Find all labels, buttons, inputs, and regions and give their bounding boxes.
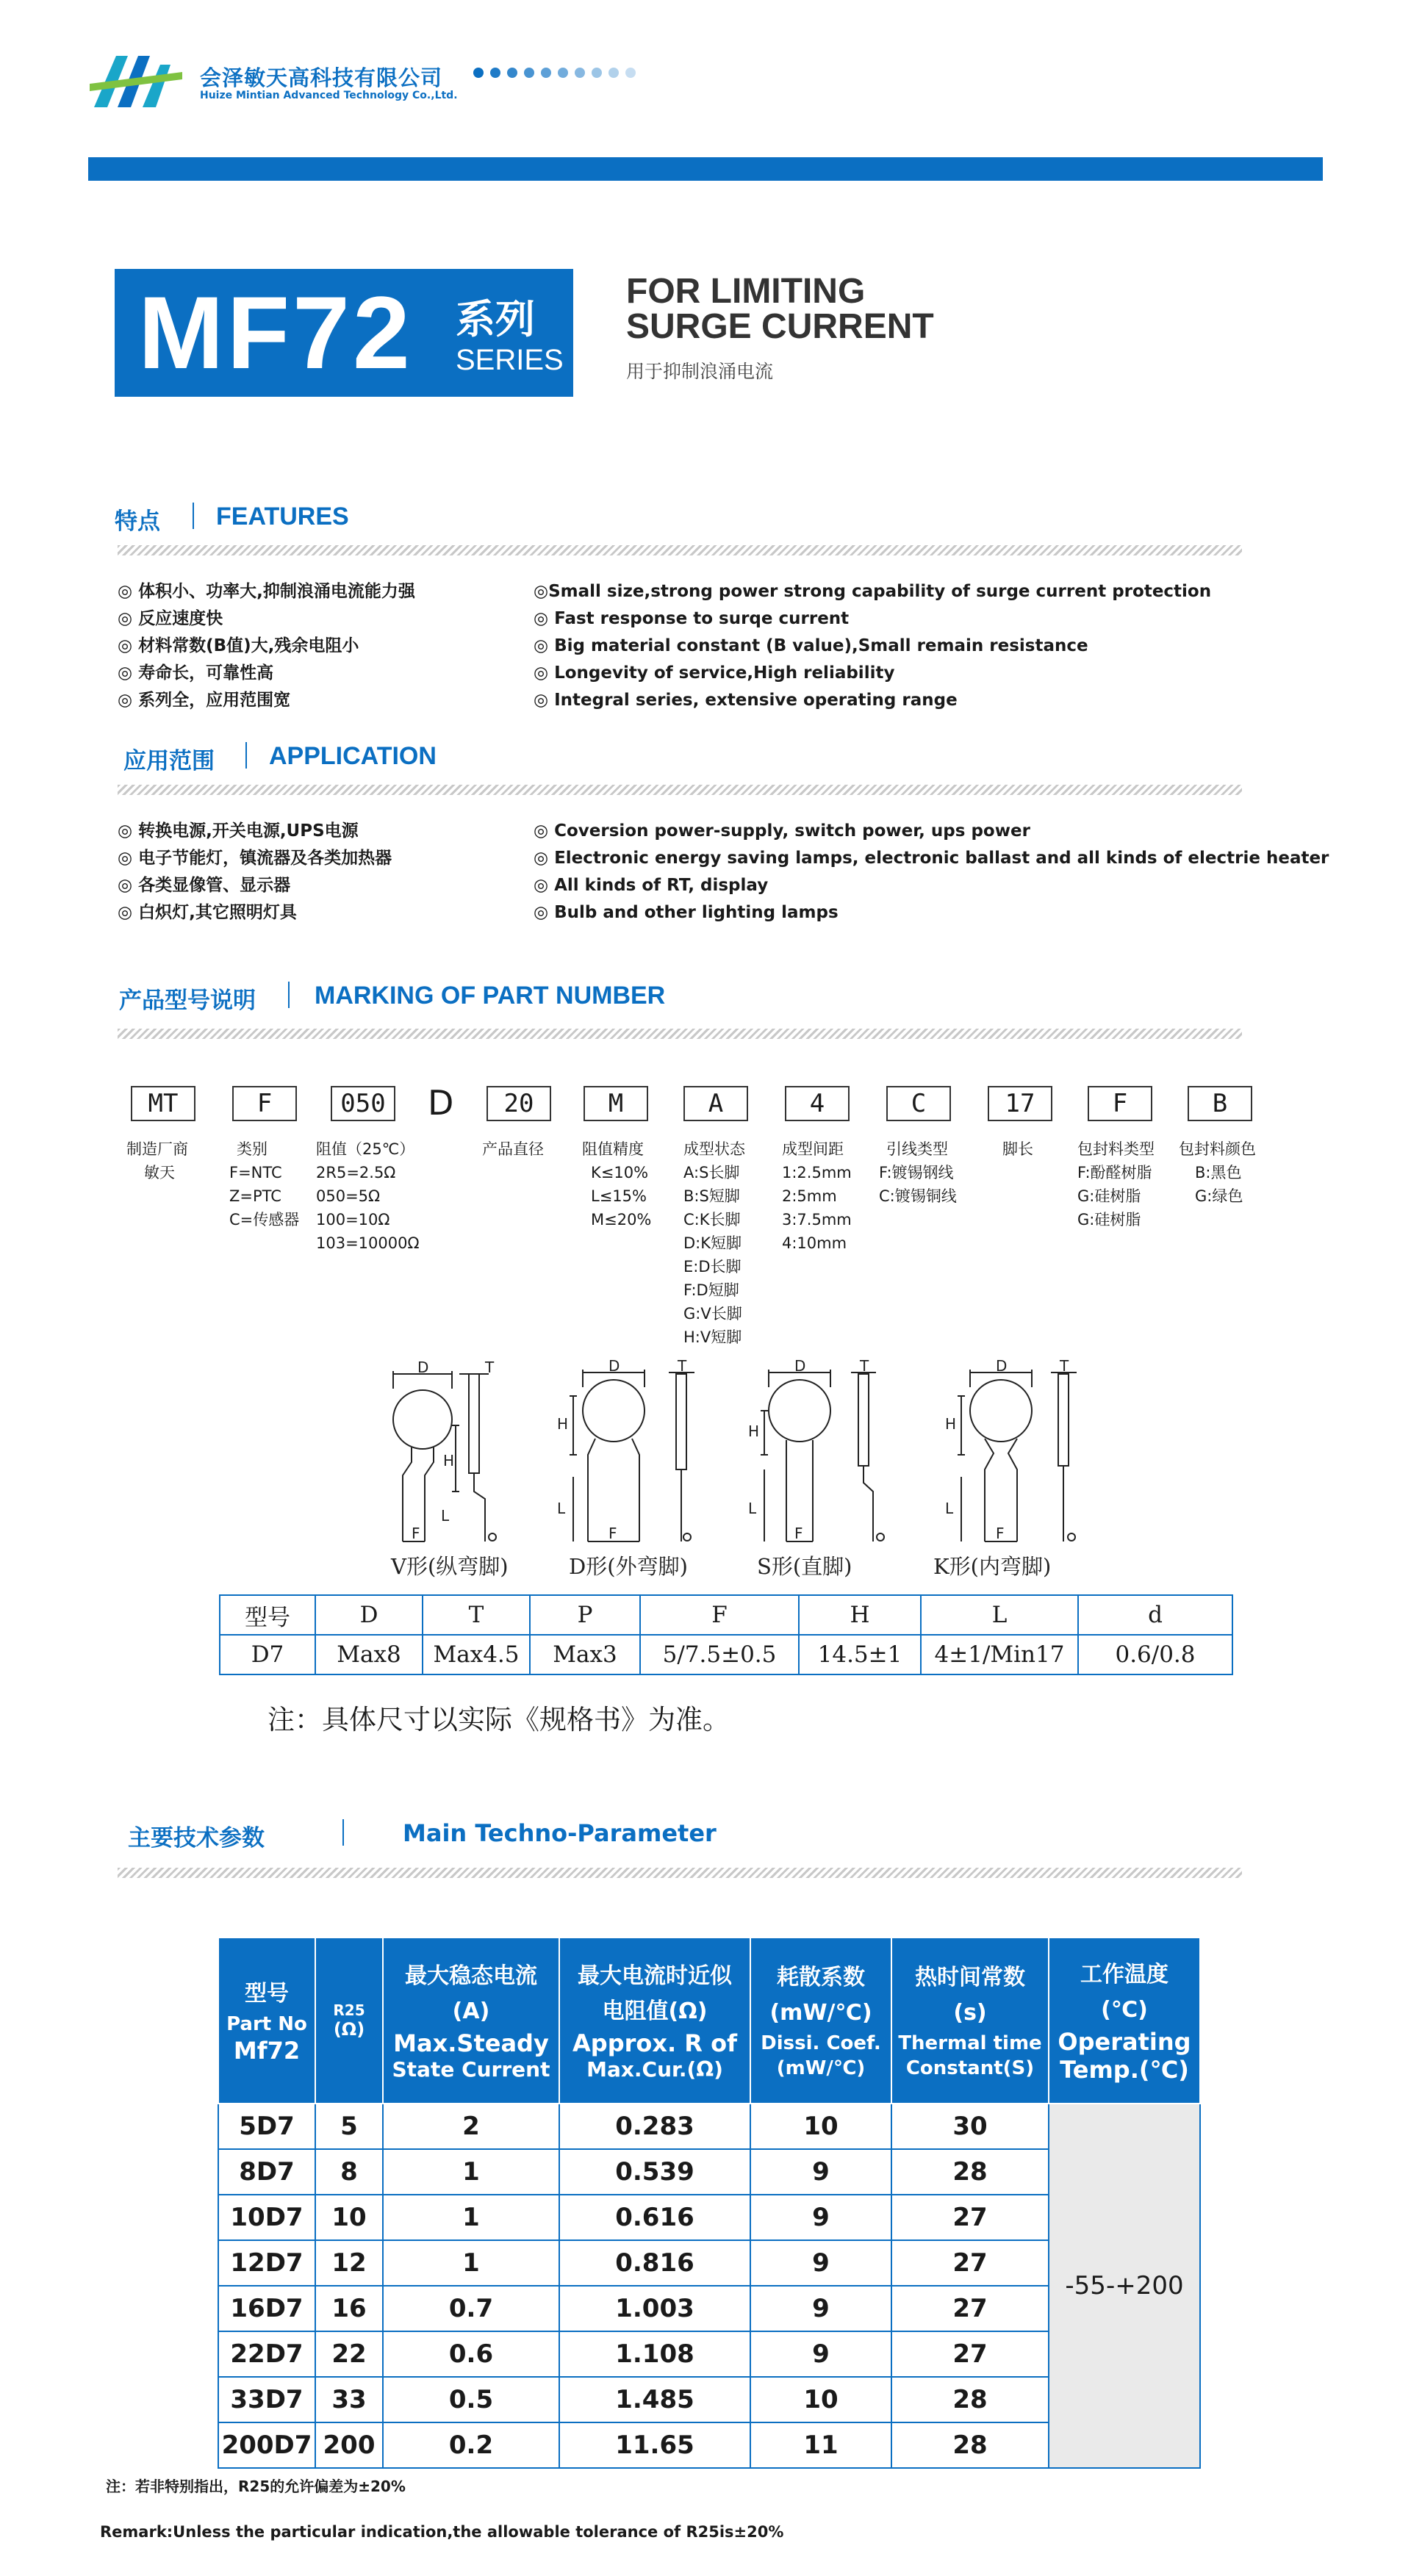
cell-dissipation: 10 [750, 2377, 891, 2422]
cell-thermal-time: 27 [891, 2240, 1049, 2286]
legend-line: C=传感器 [229, 1211, 300, 1228]
decorative-dot [541, 68, 551, 78]
caption-v-shape: V形(纵弯脚) [391, 1554, 509, 1579]
table-row [218, 2104, 1200, 2149]
legend-line: F:D短脚 [683, 1281, 739, 1299]
cell-dissipation: 9 [750, 2240, 891, 2286]
header-text: R25 [333, 2001, 365, 2019]
dim-header: P [530, 1595, 640, 1635]
cell-max-current: 2 [383, 2104, 559, 2149]
cell-part-no: 5D7 [218, 2104, 315, 2149]
application-rule [118, 785, 1242, 795]
header-text: (mW/℃) [776, 2057, 866, 2079]
decorative-dot [524, 68, 534, 78]
feature-item-cn: ◎ 反应速度快 [118, 609, 223, 628]
header-text: Dissi. Coef. [761, 2032, 881, 2054]
cell-r25: 10 [315, 2195, 383, 2240]
header-text: (s) [953, 2000, 987, 2026]
decorative-dot [575, 68, 585, 78]
header-text: 热时间常数 [915, 1965, 1025, 1990]
legend-line: G:硅树脂 [1077, 1211, 1141, 1228]
decorative-dot [558, 68, 568, 78]
dim-cell: Max4.5 [423, 1635, 530, 1674]
caption-d-shape: D形(外弯脚) [569, 1554, 688, 1579]
decorative-dot [625, 68, 636, 78]
cell-approx-r: 11.65 [559, 2422, 750, 2468]
legend-line: B:黑色 [1195, 1164, 1242, 1181]
legend-line: 2R5=2.5Ω [316, 1164, 396, 1181]
marking-divider [288, 982, 290, 1008]
application-item-en: ◎ Coversion power-supply, switch power, ups power [534, 821, 1030, 841]
dim-header: 型号 [220, 1595, 315, 1635]
dim-header: L [921, 1595, 1078, 1635]
legend-line: K≤10% [591, 1164, 649, 1181]
company-logo [88, 50, 184, 109]
purpose-en-line2: SURGE CURRENT [626, 307, 934, 346]
cell-dissipation: 9 [750, 2286, 891, 2331]
v-label-t: T [485, 1359, 495, 1376]
header-text: Temp.(℃) [1060, 2056, 1189, 2084]
legend-line: M≤20% [591, 1211, 652, 1228]
header-r25 [315, 1938, 383, 2104]
cell-thermal-time: 30 [891, 2104, 1049, 2149]
cell-max-current: 1 [383, 2195, 559, 2240]
code-lead-type: C [886, 1086, 951, 1121]
legend-line: F:酚醛树脂 [1077, 1164, 1152, 1181]
cell-max-current: 1 [383, 2240, 559, 2286]
cell-dissipation: 11 [750, 2422, 891, 2468]
feature-item-en: ◎ Big material constant (B value),Small remain resistance [534, 636, 1088, 655]
d-label-f: F [608, 1525, 617, 1542]
header-thermal-time [891, 1938, 1049, 2104]
header-text: (℃) [1101, 1997, 1148, 2023]
legend-line: 阻值精度 [582, 1140, 644, 1158]
header-approx-r [559, 1938, 750, 2104]
dim-cell: D7 [220, 1635, 315, 1674]
feature-item-cn: ◎ 系列全，应用范围宽 [118, 691, 291, 710]
legend-line: G:V长脚 [683, 1305, 742, 1323]
legend-lead-type [879, 1137, 957, 1208]
legend-line: 类别 [237, 1140, 268, 1158]
header-text: (A) [452, 1998, 490, 2024]
footnote-en: Remark:Unless the particular indication,the allowable tolerance of R25is±20% [100, 2523, 784, 2541]
code-tolerance: M [584, 1086, 648, 1121]
application-item-cn: ◎ 各类显像管、显示器 [118, 876, 291, 895]
legend-spacing [782, 1137, 852, 1255]
cell-approx-r: 0.616 [559, 2195, 750, 2240]
cell-approx-r: 1.003 [559, 2286, 750, 2331]
parameters-divider [342, 1819, 344, 1846]
cell-approx-r: 0.283 [559, 2104, 750, 2149]
legend-line: 050=5Ω [316, 1187, 381, 1205]
cell-max-current: 0.6 [383, 2331, 559, 2377]
code-forming: A [683, 1086, 748, 1121]
k-label-h: H [945, 1415, 957, 1433]
series-en: SERIES [456, 344, 564, 376]
code-spacing: 4 [785, 1086, 850, 1121]
code-category: F [232, 1086, 297, 1121]
k-label-f: F [996, 1525, 1005, 1542]
s-label-d: D [794, 1357, 806, 1375]
cell-max-current: 0.5 [383, 2377, 559, 2422]
marking-rule [118, 1029, 1242, 1039]
dim-cell: Max8 [315, 1635, 423, 1674]
decorative-dot [490, 68, 500, 78]
header-text: 电阻值(Ω) [602, 1998, 708, 2024]
legend-line: 2:5mm [782, 1187, 837, 1205]
dimension-table [219, 1594, 1233, 1675]
cell-thermal-time: 27 [891, 2286, 1049, 2331]
cell-operating-temp: -55-+200 [1049, 2104, 1200, 2468]
dim-cell: Max3 [530, 1635, 640, 1674]
d-label-h: H [557, 1415, 569, 1433]
legend-line: H:V短脚 [683, 1328, 742, 1346]
legend-line: 脚长 [1002, 1140, 1033, 1158]
feature-item-en: ◎ Fast response to surqe current [534, 609, 850, 628]
feature-item-cn: ◎ 材料常数(B值)大,残余电阻小 [118, 636, 359, 655]
cell-part-no: 16D7 [218, 2286, 315, 2331]
cell-r25: 22 [315, 2331, 383, 2377]
dim-header: H [799, 1595, 921, 1635]
v-label-h: H [443, 1452, 455, 1469]
legend-line: 阻值（25℃） [316, 1140, 415, 1158]
header-text: Approx. R of [572, 2029, 737, 2057]
dim-header: D [315, 1595, 423, 1635]
dimension-note: 注：具体尺寸以实际《规格书》为准。 [268, 1704, 730, 1735]
legend-coating-color [1179, 1137, 1256, 1208]
legend-line: 产品直径 [482, 1140, 544, 1158]
s-label-f: F [794, 1525, 803, 1542]
features-heading-cn: 特点 [115, 508, 160, 535]
code-lead-length: 17 [988, 1086, 1052, 1121]
legend-line: A:S长脚 [683, 1164, 740, 1181]
legend-line: B:S短脚 [683, 1187, 740, 1205]
legend-line: L≤15% [591, 1187, 647, 1205]
application-list-cn [118, 820, 392, 929]
v-label-l: L [441, 1507, 450, 1525]
features-heading-en: FEATURES [216, 503, 349, 530]
parameter-header-row [218, 1938, 1200, 2104]
legend-line: 包封料类型 [1077, 1140, 1155, 1158]
v-label-d: D [417, 1359, 429, 1376]
decorative-dot [608, 68, 619, 78]
cell-max-current: 0.2 [383, 2422, 559, 2468]
marking-heading-en: MARKING OF PART NUMBER [315, 982, 666, 1010]
legend-line: D:K短脚 [683, 1234, 742, 1252]
cell-r25: 200 [315, 2422, 383, 2468]
header-text: 工作温度 [1080, 1962, 1168, 1987]
cell-thermal-time: 27 [891, 2331, 1049, 2377]
series-cn: 系列 [456, 296, 535, 342]
header-bar [88, 157, 1323, 181]
cell-max-current: 1 [383, 2149, 559, 2195]
header-text: 最大电流时近似 [578, 1963, 732, 1989]
dim-cell: 0.6/0.8 [1078, 1635, 1232, 1674]
cell-approx-r: 1.485 [559, 2377, 750, 2422]
cell-thermal-time: 28 [891, 2377, 1049, 2422]
decorative-dot [507, 68, 517, 78]
cell-r25: 33 [315, 2377, 383, 2422]
series-title-box [115, 269, 573, 397]
features-list-cn [118, 580, 415, 716]
d-shape-drawing [570, 1370, 694, 1541]
cell-r25: 12 [315, 2240, 383, 2286]
code-manufacturer: MT [131, 1086, 195, 1121]
s-label-h: H [748, 1422, 760, 1440]
legend-line: 1:2.5mm [782, 1164, 852, 1181]
v-label-f: F [412, 1525, 420, 1542]
cell-part-no: 22D7 [218, 2331, 315, 2377]
caption-s-shape: S形(直脚) [757, 1554, 852, 1579]
caption-k-shape: K形(内弯脚) [933, 1554, 1052, 1579]
cell-thermal-time: 28 [891, 2149, 1049, 2195]
cell-approx-r: 1.108 [559, 2331, 750, 2377]
legend-forming [683, 1137, 745, 1349]
header-text: Max.Steady [393, 2029, 549, 2057]
cell-dissipation: 9 [750, 2195, 891, 2240]
header-text: Mf72 [233, 2037, 301, 2065]
code-diameter: 20 [487, 1086, 551, 1121]
parameters-heading-en: Main Techno-Parameter [403, 1819, 717, 1847]
header-text: 耗散系数 [777, 1965, 865, 1990]
dim-header: T [423, 1595, 530, 1635]
dim-header: F [640, 1595, 799, 1635]
cell-r25: 8 [315, 2149, 383, 2195]
legend-line: G:绿色 [1195, 1187, 1243, 1205]
header-text: 型号 [245, 1981, 289, 2007]
cell-max-current: 0.7 [383, 2286, 559, 2331]
application-list-en [534, 820, 1329, 929]
purpose-cn: 用于抑制浪涌电流 [626, 361, 774, 382]
legend-resistance [316, 1137, 420, 1255]
feature-item-cn: ◎ 体积小、功率大,抑制浪涌电流能力强 [118, 582, 415, 601]
application-item-cn: ◎ 转换电源,开关电源,UPS电源 [118, 821, 359, 841]
parameters-rule [118, 1868, 1242, 1878]
cell-approx-r: 0.539 [559, 2149, 750, 2195]
cell-dissipation: 9 [750, 2149, 891, 2195]
header-part-no [218, 1938, 315, 2104]
header-text: 最大稳态电流 [405, 1963, 537, 1989]
legend-line: 4:10mm [782, 1234, 847, 1252]
application-item-en: ◎ Bulb and other lighting lamps [534, 903, 839, 922]
s-label-l: L [748, 1500, 757, 1517]
legend-lead-length [1002, 1137, 1033, 1161]
code-resistance: 050 [331, 1086, 395, 1121]
code-coating-color: B [1188, 1086, 1252, 1121]
header-text: (Ω) [333, 2019, 365, 2040]
legend-manufacturer [126, 1137, 188, 1184]
header-text: (mW/℃) [769, 2000, 872, 2026]
decorative-dot [592, 68, 602, 78]
legend-line: 引线类型 [886, 1140, 948, 1158]
code-coating-type: F [1088, 1086, 1152, 1121]
application-item-en: ◎ All kinds of RT, display [534, 876, 769, 895]
legend-line: Z=PTC [229, 1187, 281, 1205]
dim-cell: 5/7.5±0.5 [640, 1635, 799, 1674]
k-label-d: D [996, 1357, 1008, 1375]
header-max-current [383, 1938, 559, 2104]
parameter-table [218, 1937, 1201, 2469]
legend-line: 包封料颜色 [1179, 1140, 1256, 1158]
decorative-dots [473, 68, 636, 78]
feature-item-cn: ◎ 寿命长，可靠性高 [118, 663, 274, 683]
legend-line: 制造厂商 [126, 1140, 188, 1158]
dim-header: d [1078, 1595, 1232, 1635]
decorative-dot [473, 68, 484, 78]
cell-part-no: 10D7 [218, 2195, 315, 2240]
cell-dissipation: 10 [750, 2104, 891, 2149]
legend-line: C:镀锡铜线 [879, 1187, 957, 1205]
legend-line: 成型状态 [683, 1140, 745, 1158]
header-text: Operating [1058, 2028, 1191, 2056]
d-label-d: D [608, 1357, 620, 1375]
header-operating-temp [1049, 1938, 1200, 2104]
legend-line: F=NTC [229, 1164, 282, 1181]
cell-part-no: 200D7 [218, 2422, 315, 2468]
header-dissipation [750, 1938, 891, 2104]
legend-line: G:硅树脂 [1077, 1187, 1141, 1205]
marking-heading-cn: 产品型号说明 [119, 987, 256, 1014]
legend-line: C:K长脚 [683, 1211, 741, 1228]
header-text: Thermal time [898, 2032, 1042, 2054]
header-text: State Current [392, 2057, 550, 2082]
cell-r25: 5 [315, 2104, 383, 2149]
company-name-en: Huize Mintian Advanced Technology Co.,Ltd. [200, 90, 458, 101]
s-shape-drawing [761, 1370, 884, 1541]
cell-thermal-time: 28 [891, 2422, 1049, 2468]
legend-line: 100=10Ω [316, 1211, 390, 1228]
application-item-cn: ◎ 电子节能灯，镇流器及各类加热器 [118, 849, 392, 868]
k-label-l: L [945, 1500, 954, 1517]
dimension-header-row [220, 1595, 1232, 1635]
s-label-t: T [860, 1357, 869, 1375]
application-heading-cn: 应用范围 [123, 748, 215, 774]
d-label-t: T [678, 1357, 687, 1375]
cell-dissipation: 9 [750, 2331, 891, 2377]
cell-r25: 16 [315, 2286, 383, 2331]
purpose-en-line1: FOR LIMITING [626, 272, 866, 311]
legend-coating-type [1077, 1137, 1155, 1231]
code-d-letter: D [428, 1083, 454, 1123]
k-shape-drawing [958, 1370, 1077, 1541]
dim-cell: 14.5±1 [799, 1635, 921, 1674]
application-item-cn: ◎ 白炽灯,其它照明灯具 [118, 903, 297, 922]
cell-part-no: 33D7 [218, 2377, 315, 2422]
application-divider [245, 742, 247, 769]
features-rule [118, 545, 1242, 555]
features-divider [193, 503, 194, 529]
features-list-en [534, 580, 1211, 716]
model-title: MF72 [138, 275, 413, 390]
cell-part-no: 8D7 [218, 2149, 315, 2195]
legend-line: F:镀锡钢线 [879, 1164, 954, 1181]
feature-item-en: ◎ Longevity of service,High reliability [534, 663, 895, 683]
feature-item-en: ◎Small size,strong power strong capability of surge current protection [534, 582, 1212, 601]
cell-approx-r: 0.816 [559, 2240, 750, 2286]
legend-line: E:D长脚 [683, 1258, 742, 1276]
k-label-t: T [1060, 1357, 1069, 1375]
company-name-cn: 会泽敏天高科技有限公司 [200, 65, 443, 90]
legend-tolerance [582, 1137, 651, 1231]
header-text: Constant(S) [905, 2057, 1035, 2079]
legend-category [229, 1137, 299, 1231]
dimension-row [220, 1635, 1232, 1674]
header-text: Max.Cur.(Ω) [586, 2057, 723, 2082]
parameters-heading-cn: 主要技术参数 [128, 1825, 265, 1852]
legend-line: 敏天 [144, 1164, 175, 1181]
legend-line: 103=10000Ω [316, 1234, 420, 1252]
application-item-en: ◎ Electronic energy saving lamps, electronic ballast and all kinds of electrie heater [534, 849, 1329, 868]
footnote-cn: 注：若非特别指出，R25的允许偏差为±20% [106, 2478, 406, 2495]
cell-part-no: 12D7 [218, 2240, 315, 2286]
feature-item-en: ◎ Integral series, extensive operating range [534, 691, 958, 710]
cell-thermal-time: 27 [891, 2195, 1049, 2240]
legend-line: 3:7.5mm [782, 1211, 852, 1228]
legend-diameter [482, 1137, 544, 1161]
header-text: Part No [226, 2013, 307, 2035]
application-heading-en: APPLICATION [269, 742, 437, 770]
d-label-l: L [557, 1500, 566, 1517]
legend-line: 成型间距 [782, 1140, 844, 1158]
dim-cell: 4±1/Min17 [921, 1635, 1078, 1674]
